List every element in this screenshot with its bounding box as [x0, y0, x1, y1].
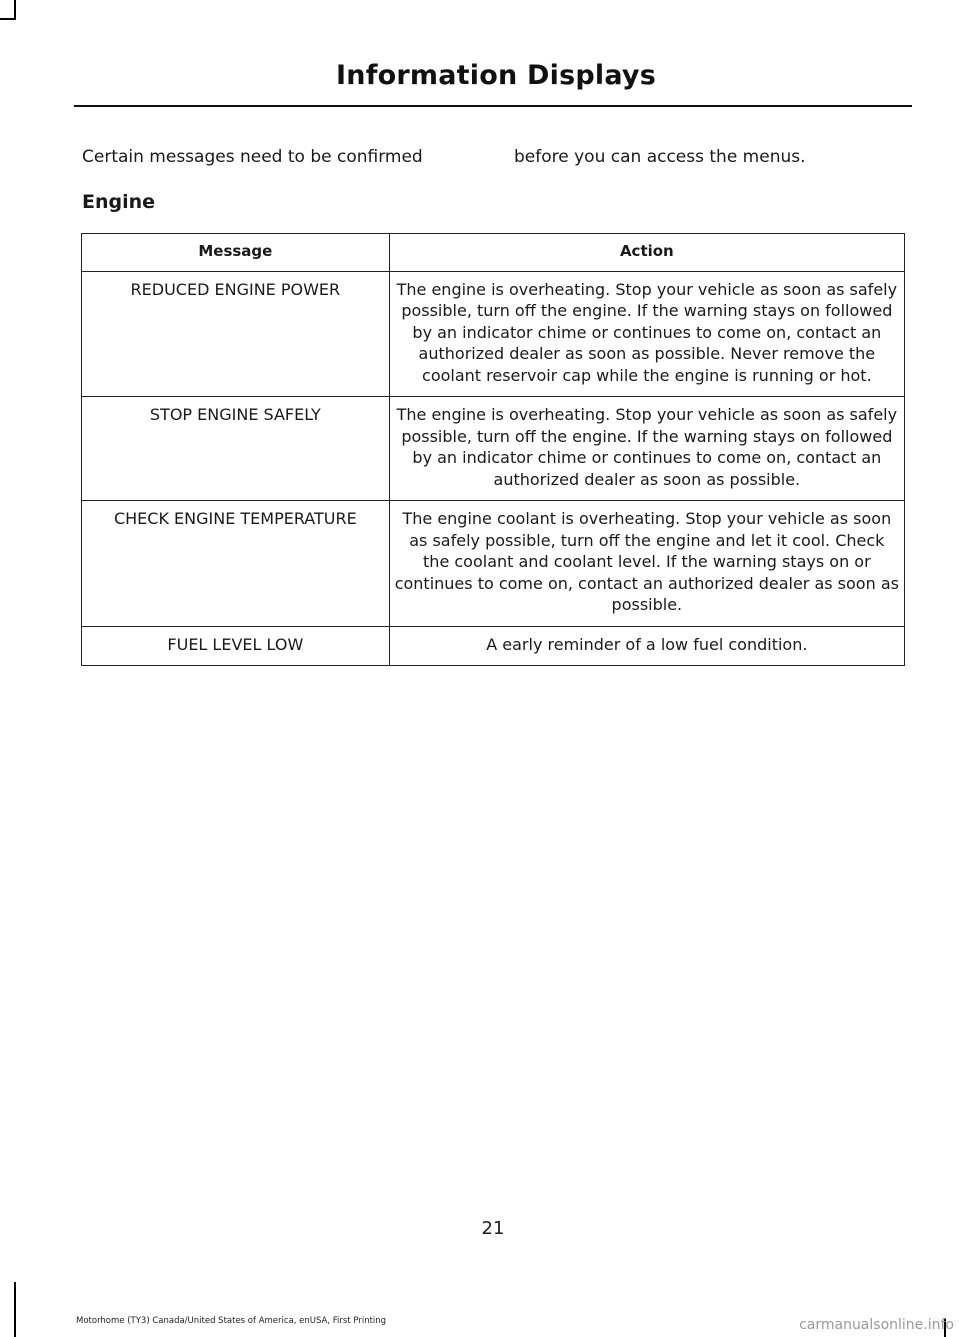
intro-text-left: Certain messages need to be confirmed [82, 147, 423, 167]
message-cell: CHECK ENGINE TEMPERATURE [82, 501, 390, 627]
table-row [82, 397, 905, 501]
column-header-message: Message [82, 234, 390, 272]
message-cell: STOP ENGINE SAFELY [82, 397, 390, 501]
message-cell: FUEL LEVEL LOW [82, 626, 390, 666]
watermark: carmanualsonline.info [799, 1317, 954, 1333]
crop-mark-top-left-h [0, 18, 16, 20]
crop-mark-bottom-left-v [14, 1282, 16, 1337]
page-title: Information Displays [336, 60, 656, 91]
table-row [82, 626, 905, 666]
section-heading: Engine [82, 191, 156, 213]
action-cell: A early reminder of a low fuel condition. [389, 626, 904, 666]
crop-mark-top-left-v [14, 0, 16, 20]
action-cell: The engine coolant is overheating. Stop your vehicle as soon as safely possible, turn off the engine and let it cool. Check the coolant and coolant level. If the warning stays on or continues to come on, contact an authorized dealer as soon as possible. [389, 501, 904, 627]
table-header-row [82, 234, 905, 272]
table-row [82, 501, 905, 627]
intro-text-right: before you can access the menus. [514, 147, 806, 167]
table-row [82, 271, 905, 397]
action-cell: The engine is overheating. Stop your vehicle as soon as safely possible, turn off the engine. If the warning stays on followed by an indicator chime or continues to come on, contact an authorized dealer as soon as possible. [389, 397, 904, 501]
column-header-action: Action [389, 234, 904, 272]
title-rule [74, 105, 912, 107]
footer-text: Motorhome (TY3) Canada/United States of America, enUSA, First Printing [76, 1316, 387, 1326]
message-cell: REDUCED ENGINE POWER [82, 271, 390, 397]
action-cell: The engine is overheating. Stop your vehicle as soon as safely possible, turn off the engine. If the warning stays on followed by an indicator chime or continues to come on, contact an authorized dealer as soon as possible. Never remove the coolant reservoir cap while the engine is running or hot. [389, 271, 904, 397]
page-number: 21 [481, 1218, 505, 1239]
messages-table [81, 233, 905, 666]
